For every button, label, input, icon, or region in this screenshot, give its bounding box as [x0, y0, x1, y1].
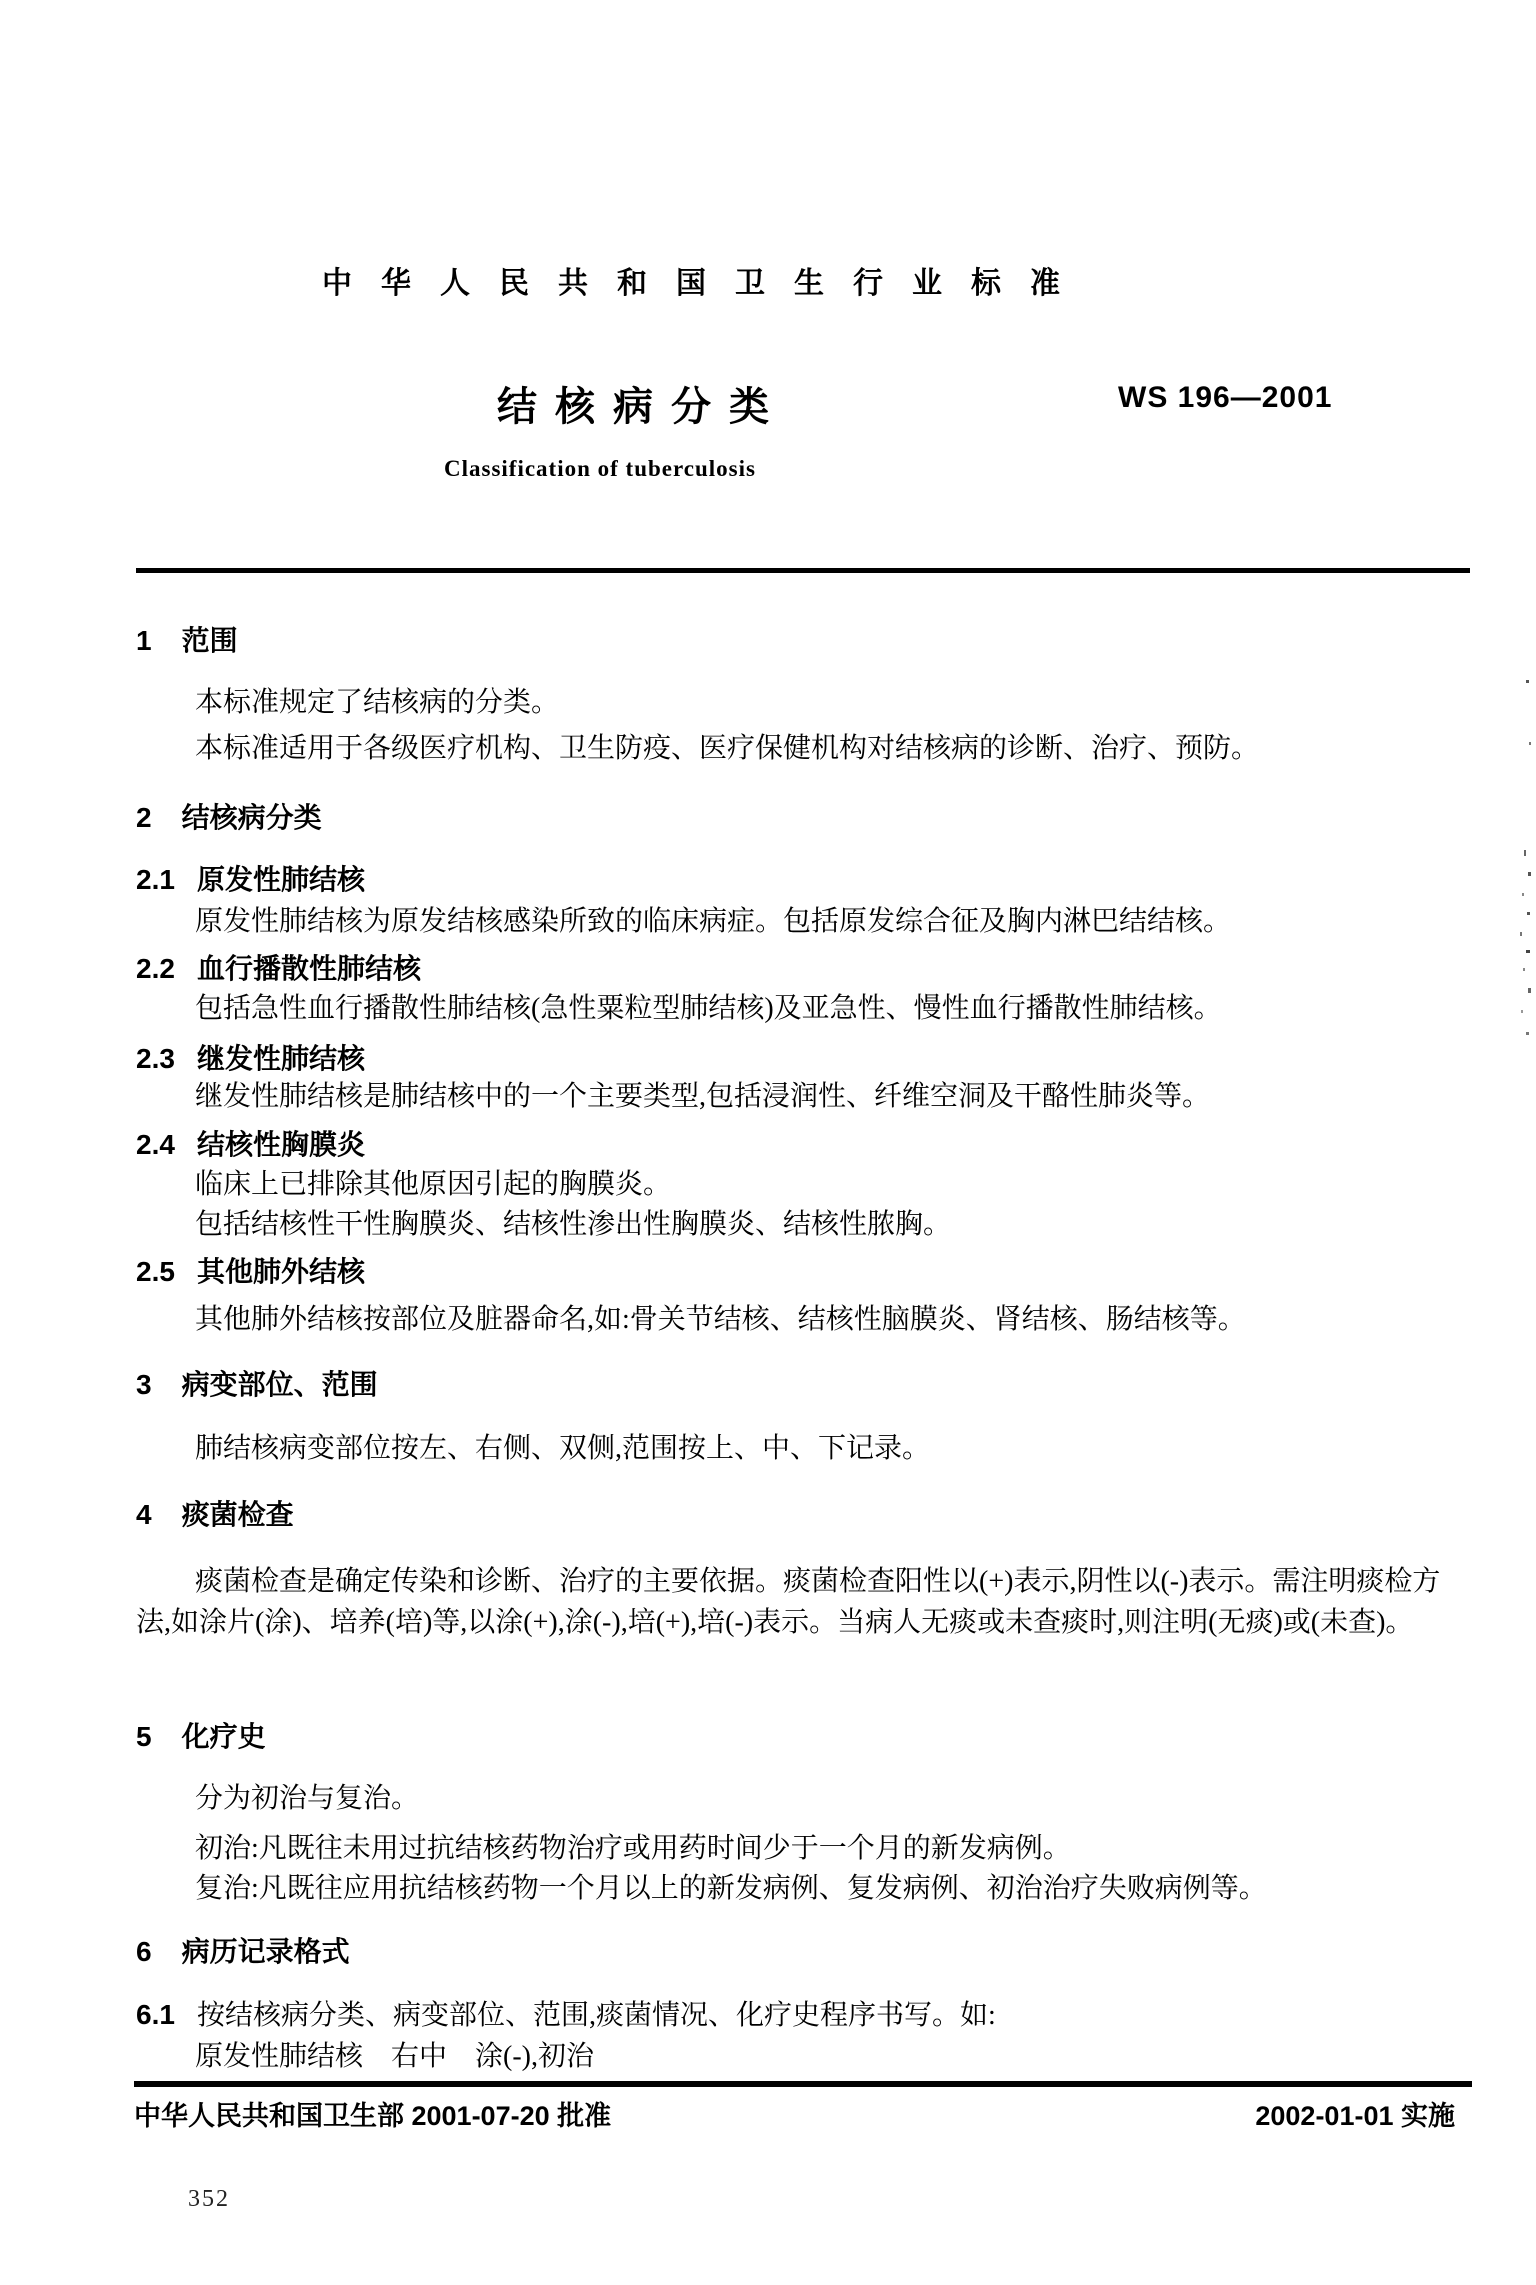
- paragraph: 原发性肺结核为原发结核感染所致的临床病症。包括原发综合征及胸内淋巴结结核。: [195, 906, 1232, 937]
- section-number: 3: [136, 1369, 152, 1400]
- section-heading-6: [136, 1931, 1444, 1972]
- footer-divider-rule: [134, 2081, 1472, 2087]
- section-number: 4: [136, 1499, 152, 1530]
- paragraph: 痰菌检查是确定传染和诊断、治疗的主要依据。痰菌检查阳性以(+)表示,阴性以(-)表示。需注明痰检方法,如涂片(涂)、培养(培)等,以涂(+),涂(-),培(+),培(-)表示。当病人无痰或未查痰时,则注明(无痰)或(未查)。: [136, 1566, 1441, 1638]
- sub-heading-2-3: [136, 1038, 1444, 1079]
- section-title: 痰菌检查: [181, 1499, 294, 1530]
- paragraph: 初治:凡既往未用过抗结核药物治疗或用药时间少于一个月的新发病例。: [195, 1833, 1071, 1864]
- document-title-en: Classification of tuberculosis: [444, 456, 756, 481]
- clause-number: 2.2: [136, 953, 175, 984]
- clause-6-1: [136, 1994, 1444, 2036]
- sub-heading-2-5: [136, 1251, 1444, 1292]
- sub-heading-2-1: [136, 859, 1444, 900]
- standard-number: WS 196—2001: [1118, 381, 1333, 414]
- section-number: 2: [136, 802, 152, 833]
- paragraph: 继发性肺结核是肺结核中的一个主要类型,包括浸润性、纤维空洞及干酪性肺炎等。: [195, 1081, 1211, 1112]
- paragraph: 分为初治与复治。: [195, 1783, 420, 1814]
- paragraph: 复治:凡既往应用抗结核药物一个月以上的新发病例、复发病例、初治治疗失败病例等。: [195, 1873, 1267, 1904]
- section-title: 病变部位、范围: [181, 1369, 378, 1400]
- standard-header-title: 中华人民共和国卫生行业标准: [322, 267, 1089, 300]
- clause-number: 2.5: [136, 1256, 175, 1287]
- paragraph: 临床上已排除其他原因引起的胸膜炎。: [195, 1169, 672, 1200]
- paragraph: 包括急性血行播散性肺结核(急性粟粒型肺结核)及亚急性、慢性血行播散性肺结核。: [195, 993, 1222, 1024]
- document-title-cn: 结核病分类: [497, 385, 787, 429]
- header-divider-rule: [136, 568, 1470, 573]
- section-heading-4: [136, 1494, 1444, 1535]
- clause-title: 结核性胸膜炎: [196, 1129, 365, 1160]
- section-title: 结核病分类: [181, 802, 322, 833]
- paragraph: 其他肺外结核按部位及脏器命名,如:骨关节结核、结核性脑膜炎、肾结核、肠结核等。: [195, 1304, 1246, 1335]
- section-number: 6: [136, 1936, 152, 1967]
- page-number: 352: [188, 2186, 230, 2212]
- clause-number: 2.3: [136, 1043, 175, 1074]
- clause-title: 其他肺外结核: [196, 1256, 365, 1287]
- clause-text: 按结核病分类、病变部位、范围,痰菌情况、化疗史程序书写。如:: [196, 2000, 996, 2031]
- paragraph: 包括结核性干性胸膜炎、结核性渗出性胸膜炎、结核性脓胸。: [195, 1209, 952, 1240]
- clause-number: 6.1: [136, 1999, 175, 2030]
- section-heading-5: [136, 1716, 1444, 1757]
- paragraph: 肺结核病变部位按左、右侧、双侧,范围按上、中、下记录。: [195, 1433, 931, 1464]
- paragraph: 本标准适用于各级医疗机构、卫生防疫、医疗保健机构对结核病的诊断、治疗、预防。: [195, 733, 1260, 764]
- clause-title: 血行播散性肺结核: [196, 953, 421, 984]
- section-title: 化疗史: [181, 1721, 266, 1752]
- clause-number: 2.4: [136, 1129, 175, 1160]
- section-title: 范围: [181, 625, 238, 656]
- section-heading-2: [136, 797, 1444, 838]
- section-heading-1: [136, 620, 1444, 661]
- section-number: 5: [136, 1721, 152, 1752]
- section-number: 1: [136, 625, 152, 656]
- section-heading-3: [136, 1364, 1444, 1405]
- example-line: 原发性肺结核 右中 涂(-),初治: [195, 2041, 594, 2072]
- footer-approval: 中华人民共和国卫生部 2001-07-20 批准: [134, 2101, 612, 2131]
- clause-title: 原发性肺结核: [196, 864, 365, 895]
- section-title: 病历记录格式: [181, 1936, 350, 1967]
- clause-title: 继发性肺结核: [196, 1043, 365, 1074]
- clause-number: 2.1: [136, 864, 175, 895]
- footer-effective-date: 2002-01-01 实施: [1255, 2101, 1455, 2131]
- paragraph: 本标准规定了结核病的分类。: [195, 687, 560, 718]
- sub-heading-2-2: [136, 948, 1444, 989]
- sub-heading-2-4: [136, 1124, 1444, 1165]
